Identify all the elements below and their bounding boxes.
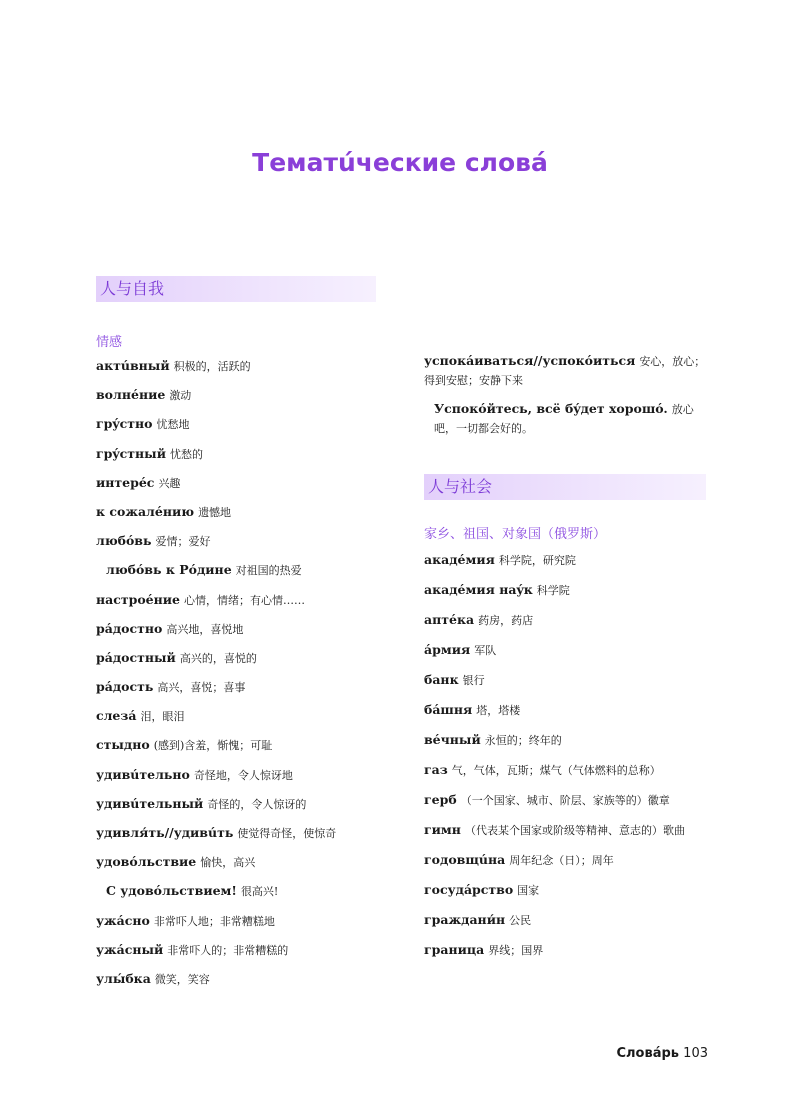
- entry-russian: удивúтельно: [96, 766, 190, 782]
- entry-russian: к сожалéнию: [96, 503, 195, 519]
- entry-russian: аптéка: [424, 612, 475, 627]
- right-entry: [424, 846, 706, 876]
- entry-chinese: （一个国家、城市、阶层、家族等的）徽章: [460, 794, 670, 807]
- page-footer: [617, 1046, 709, 1061]
- left-entry: [96, 792, 376, 821]
- right-entry: [424, 666, 706, 696]
- entry-russian: грýстно: [96, 416, 153, 432]
- right-entry: [424, 786, 706, 816]
- left-entry: [96, 529, 376, 558]
- entry-russian: удовóльствие: [96, 854, 197, 870]
- right-entry-list: [424, 546, 706, 966]
- entry-chinese: 银行: [462, 674, 485, 687]
- entry-chinese: 兴趣: [158, 476, 181, 490]
- entry-chinese: 使觉得奇怪，使惊奇: [237, 827, 337, 840]
- entry-russian: любóвь: [96, 533, 152, 549]
- entry-chinese: 公民: [509, 914, 532, 927]
- entry-russian: акадéмия: [424, 552, 495, 567]
- entry-chinese: 高兴的，喜悦的: [179, 651, 257, 665]
- entry-chinese: 气，气体，瓦斯；煤气（气体燃料的总称）: [451, 764, 661, 777]
- left-entry: [96, 558, 376, 587]
- entry-russian: стыдно: [96, 737, 150, 753]
- entry-chinese: 奇怪的，令人惊讶的: [207, 797, 307, 811]
- right-entry: [424, 636, 706, 666]
- left-entry: [96, 879, 376, 908]
- left-entry: [96, 617, 376, 646]
- entry-chinese: 微笑，笑容: [154, 972, 210, 986]
- entry-russian: интерéс: [96, 474, 155, 490]
- entry-chinese: 奇怪地，令人惊讶地: [193, 768, 293, 782]
- entry-chinese: 愉快，高兴: [200, 856, 256, 870]
- entry-russian: гимн: [424, 822, 461, 837]
- entry-russian: ужáсно: [96, 912, 150, 928]
- entry-russian: акадéмия наýк: [424, 582, 533, 597]
- entry-uspokaivatsya: успокáиваться//успокóиться 安心，放心；得到安慰；安静下来: [424, 353, 706, 387]
- entry-russian: удивля́ть//удивúть: [96, 825, 234, 840]
- entry-chinese: 周年纪念（日）；周年: [509, 854, 614, 867]
- left-entry: [96, 646, 376, 675]
- entry-russian: газ: [424, 762, 448, 777]
- left-entry: [96, 471, 376, 500]
- left-entry: [96, 704, 376, 733]
- entry-chinese: （代表某个国家或阶级等精神、意志的）歌曲: [464, 824, 685, 837]
- entry-russian: актúвный: [96, 358, 170, 373]
- entry-russian: рáдостно: [96, 620, 163, 636]
- right-entry: [424, 816, 706, 846]
- right-entry: [424, 726, 706, 756]
- right-entry: [424, 876, 706, 906]
- right-entry: [424, 936, 706, 966]
- entry-russian: госудáрство: [424, 882, 514, 897]
- entry-russian: ужáсный: [96, 941, 164, 957]
- subsection-emotions: 情感: [96, 335, 123, 350]
- left-entry: [96, 850, 376, 879]
- entry-chinese: 忧愁的: [169, 447, 203, 461]
- right-entry: [424, 576, 706, 606]
- entry-chinese: 激动: [169, 389, 192, 403]
- entry-russian: рáдость: [96, 679, 154, 695]
- entry-russian: вéчный: [424, 732, 481, 747]
- left-entry: [96, 412, 376, 441]
- entry-russian: бáшня: [424, 702, 473, 717]
- left-entry: [96, 588, 376, 617]
- page-number: 103: [683, 1046, 708, 1061]
- entry-chinese: 心情，情绪；有心情……: [184, 593, 306, 607]
- entry-russian: граждани́н: [424, 912, 506, 927]
- left-entry: [96, 909, 376, 938]
- subsection-homeland: 家乡、祖国、对象国（俄罗斯）: [424, 527, 607, 542]
- entry-chinese: 非常吓人的；非常糟糕的: [167, 943, 289, 957]
- left-entry: [96, 821, 376, 850]
- page-title: Тематúческие словá: [252, 148, 548, 177]
- entry-chinese: 高兴，喜悦；喜事: [157, 681, 246, 695]
- entry-russian: настроéние: [96, 591, 181, 607]
- entry-chinese: 非常吓人地；非常糟糕地: [153, 914, 275, 928]
- entry-chinese: 永恒的；终年的: [484, 734, 562, 747]
- section-header-society: 人与社会: [424, 474, 706, 500]
- right-entry: [424, 756, 706, 786]
- entry-chinese: 界线；国界: [488, 944, 544, 957]
- entry-russian: волнéние: [96, 387, 166, 403]
- left-entry: [96, 967, 376, 996]
- example-uspokoites: Успокóйтесь, всё бýдет хорошó. 放心吧，一切都会好的。: [434, 401, 694, 435]
- left-entry: [96, 763, 376, 792]
- right-entry: [424, 906, 706, 936]
- entry-russian: áрмия: [424, 642, 471, 657]
- entry-chinese: (感到)含羞，惭愧；可耻: [153, 739, 273, 753]
- left-entry: [96, 733, 376, 762]
- entry-russian: рáдостный: [96, 649, 176, 665]
- entry-chinese: 高兴地，喜悦地: [166, 622, 244, 636]
- entry-russian: С удовóльствием!: [106, 883, 237, 899]
- entry-russian: любóвь к Рóдине: [106, 562, 232, 578]
- entry-russian: грýстный: [96, 445, 166, 461]
- left-entry: [96, 354, 376, 383]
- entry-chinese: 药房，药店: [478, 614, 534, 627]
- left-entry: [96, 675, 376, 704]
- entry-chinese: 泪，眼泪: [140, 710, 185, 724]
- entry-chinese: 爱情；爱好: [155, 535, 211, 549]
- right-entry: [424, 606, 706, 636]
- left-entry: [96, 383, 376, 412]
- entry-russian: улы́бка: [96, 970, 151, 986]
- entry-russian: границa: [424, 942, 485, 957]
- right-entry: [424, 546, 706, 576]
- entry-chinese: 科学院，研究院: [498, 554, 576, 567]
- entry-chinese: 遗憾地: [198, 505, 232, 519]
- entry-chinese: 对祖国的热爱: [235, 564, 302, 578]
- entry-chinese: 很高兴!: [240, 885, 279, 899]
- left-entry: [96, 500, 376, 529]
- entry-russian: банк: [424, 672, 459, 687]
- entry-chinese: 国家: [517, 884, 540, 897]
- entry-chinese: 塔，塔楼: [476, 704, 521, 717]
- entry-chinese: 忧愁地: [156, 418, 190, 432]
- entry-chinese: 积极的，活跃的: [173, 360, 251, 373]
- entry-chinese: 军队: [474, 644, 497, 657]
- entry-russian: удивúтельный: [96, 795, 204, 811]
- entry-russian: годовщúна: [424, 852, 506, 867]
- section-header-self: 人与自我: [96, 276, 376, 302]
- left-column: [96, 276, 376, 996]
- left-entry-list: [96, 354, 376, 996]
- entry-russian: слезá: [96, 708, 137, 724]
- right-entry: [424, 696, 706, 726]
- left-entry: [96, 938, 376, 967]
- footer-word: Словáрь: [616, 1046, 680, 1061]
- entry-russian: герб: [424, 792, 457, 807]
- entry-chinese: 科学院: [536, 584, 570, 597]
- right-column: [424, 352, 706, 966]
- left-entry: [96, 442, 376, 471]
